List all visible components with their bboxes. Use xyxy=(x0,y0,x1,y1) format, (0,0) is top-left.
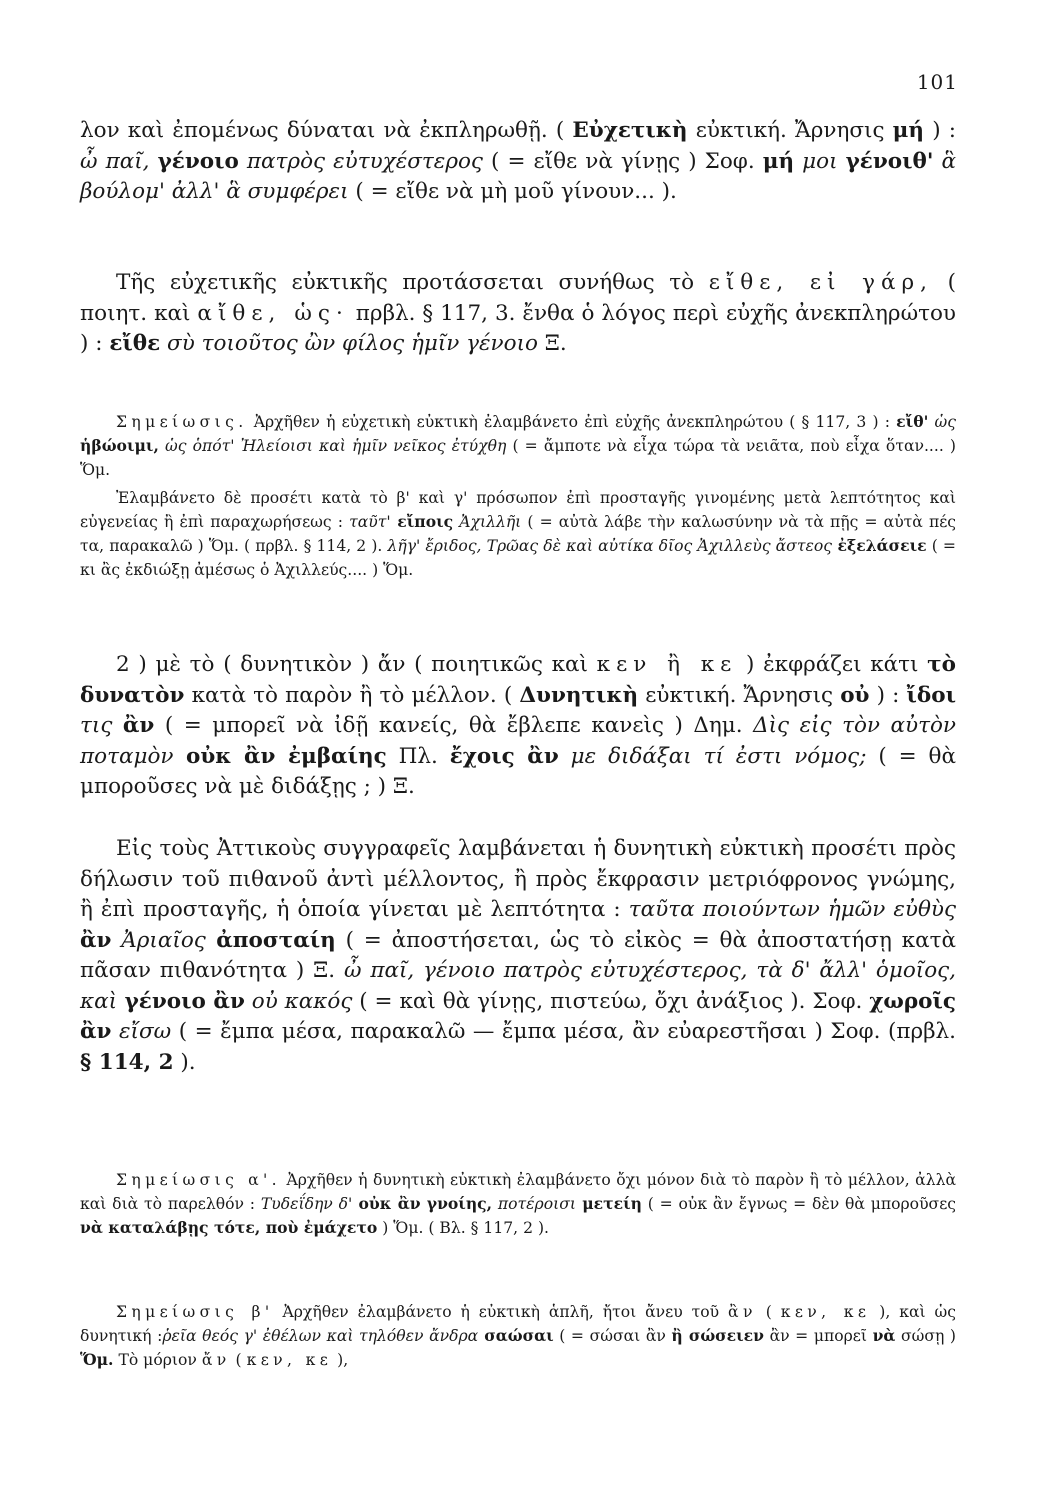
note-text: Ἐλαμβάνετο δὲ προσέτι κατὰ τὸ β' καὶ γ' πρόσωπον ἐπὶ προσταγῆς γινομένης μετὰ λεπτότητος καὶ εὐγενείας ἢ ἐπὶ παραχωρήσεως : ταῦτ' εἴποις Ἀχιλλῆι ( = αὐτὰ λάβε τὴν καλωσύνην νὰ τὰ πῇς = αὐτὰ πές τα, παρακαλῶ ) Ὅμ. ( πρβλ. § 114, 2 ). λῆγ' ἔριδος, Τρῶας δὲ καὶ αὐτίκα δῖος Ἀχιλλεὺς ἄστεος ἐξελάσειε ( = κι ἂς ἐκδιώξῃ ἀμέσως ὁ Ἀχιλλεύς.... ) Ὅμ. xyxy=(80,489,957,579)
note-command xyxy=(80,486,956,582)
paragraph-text: Τῆς εὐχετικῆς εὐκτικῆς προτάσσεται συνήθως τὸ εἴθε, εἰ γάρ, ( ποιητ. καὶ αἴθε, ὡς· πρβλ. § 117, 3. ἔνθα ὁ λόγος περὶ εὐχῆς ἀνεκπληρώτου ) : εἴθε σὺ τοιοῦτος ὢν φίλος ἡμῖν γένοιο Ξ. xyxy=(80,270,957,356)
note-text: Σημείωσις. Ἀρχῆθεν ἡ εὐχετικὴ εὐκτικὴ ἐλαμβάνετο ἐπὶ εὐχῆς ἀνεκπληρώτου ( § 117, 3 ) : εἴθ' ὡς ἡβώοιμι, ὡς ὁπότ' Ἠλείοισι καὶ ἡμῖν νεῖκος ἐτύχθη ( = ἄμποτε νὰ εἶχα τώρα τὰ νειᾶτα, ποὺ εἶχα ὅταν.... ) Ὅμ. xyxy=(80,412,957,479)
note-text: Σημείωσις β' Ἀρχῆθεν ἐλαμβάνετο ἡ εὐκτικὴ ἁπλῆ, ἤτοι ἄνευ τοῦ ἂν ( κεν, κε ), καὶ ὡς δυνητική :ῥεῖα θεός γ' ἐθέλων καὶ τηλόθεν ἄνδρα σαώσαι ( = σώσαι ἂν ἢ σώσειεν ἂν = μπορεῖ νὰ σώσῃ ) Ὅμ. Τὸ μόριον ἄν ( κεν, κε ), xyxy=(80,1303,956,1369)
paragraph-attic-usage xyxy=(80,834,956,1078)
paragraph-optative-wish xyxy=(80,116,956,208)
page-number: 101 xyxy=(916,70,958,94)
paragraph-potential xyxy=(80,650,956,803)
paragraph-text: 2 ) μὲ τὸ ( δυνητικὸν ) ἄν ( ποιητικῶς καὶ κεν ἢ κε ) ἐκφράζει κάτι τὸ δυνατὸν κατὰ τὸ παρὸν ἢ τὸ μέλλον. ( Δυνητικὴ εὐκτική. Ἄρνησις οὐ ) : ἴδοι τις ἂν ( = μπορεῖ νὰ ἰδῇ κανείς, θὰ ἔβλεπε κανεὶς ) Δημ. Δὶς εἰς τὸν αὐτὸν ποταμὸν οὐκ ἂν ἐμβαίης Πλ. ἔχοις ἂν με διδάξαι τί ἐστι νόμος; ( = θὰ μποροῦσες νὰ μὲ διδάξῃς ; ) Ξ. xyxy=(80,652,957,799)
paragraph-eithe xyxy=(80,268,956,360)
note-text: Σημείωσις α'. Ἀρχῆθεν ἡ δυνητικὴ εὐκτικὴ ἐλαμβάνετο ὄχι μόνον διὰ τὸ παρὸν ἢ τὸ μέλλον, ἀλλὰ καὶ διὰ τὸ παρελθόν : Τυδεΐδην δ' οὐκ ἂν γνοίης, ποτέροισι μετείη ( = οὐκ ἂν ἔγνως = δὲν θὰ μποροῦσες νὰ καταλάβῃς τότε, ποὺ ἐμάχετο ) Ὅμ. ( Βλ. § 117, 2 ). xyxy=(80,1171,957,1237)
paragraph-text: Εἰς τοὺς Ἀττικοὺς συγγραφεῖς λαμβάνεται ἡ δυνητικὴ εὐκτικὴ προσέτι πρὸς δήλωσιν τοῦ πιθανοῦ ἀντὶ μέλλοντος, ἢ πρὸς ἔκφρασιν μετριόφρονος γνώμης, ἢ ἐπὶ προσταγῆς, ἡ ὁποία γίνεται μὲ λεπτότητα : ταῦτα ποιούντων ἡμῶν εὐθὺς ἂν Ἀριαῖος ἀποσταίη ( = ἀποστήσεται, ὡς τὸ εἰκὸς = θὰ ἀποστατήσῃ κατὰ πᾶσαν πιθανότητα ) Ξ. ὦ παῖ, γένοιο πατρὸς εὐτυχέστερος, τὰ δ' ἄλλ' ὁμοῖος, καὶ γένοιο ἂν οὐ κακός ( = καὶ θὰ γίνῃς, πιστεύω, ὄχι ἀνάξιος ). Σοφ. χωροῖς ἂν εἴσω ( = ἔμπα μέσα, παρακαλῶ — ἔμπα μέσα, ἂν εὐαρεστῆσαι ) Σοφ. (πρβλ. § 114, 2 ). xyxy=(80,836,957,1075)
note-semeiosis-a xyxy=(80,1168,956,1240)
paragraph-text: λον καὶ ἐπομένως δύναται νὰ ἐκπληρωθῇ. ( Εὐχετικὴ εὐκτική. Ἄρνησις μή ) : ὦ παῖ, γένοιο πατρὸς εὐτυχέστερος ( = εἴθε νὰ γίνῃς ) Σοφ. μή μοι γένοιθ' ἃ βούλομ' ἀλλ' ἃ συμφέρει ( = εἴθε νὰ μὴ μοῦ γίνουν... ). xyxy=(80,118,957,204)
note-semeiosis-b xyxy=(80,1300,956,1372)
note-semeiosis-1 xyxy=(80,410,956,482)
